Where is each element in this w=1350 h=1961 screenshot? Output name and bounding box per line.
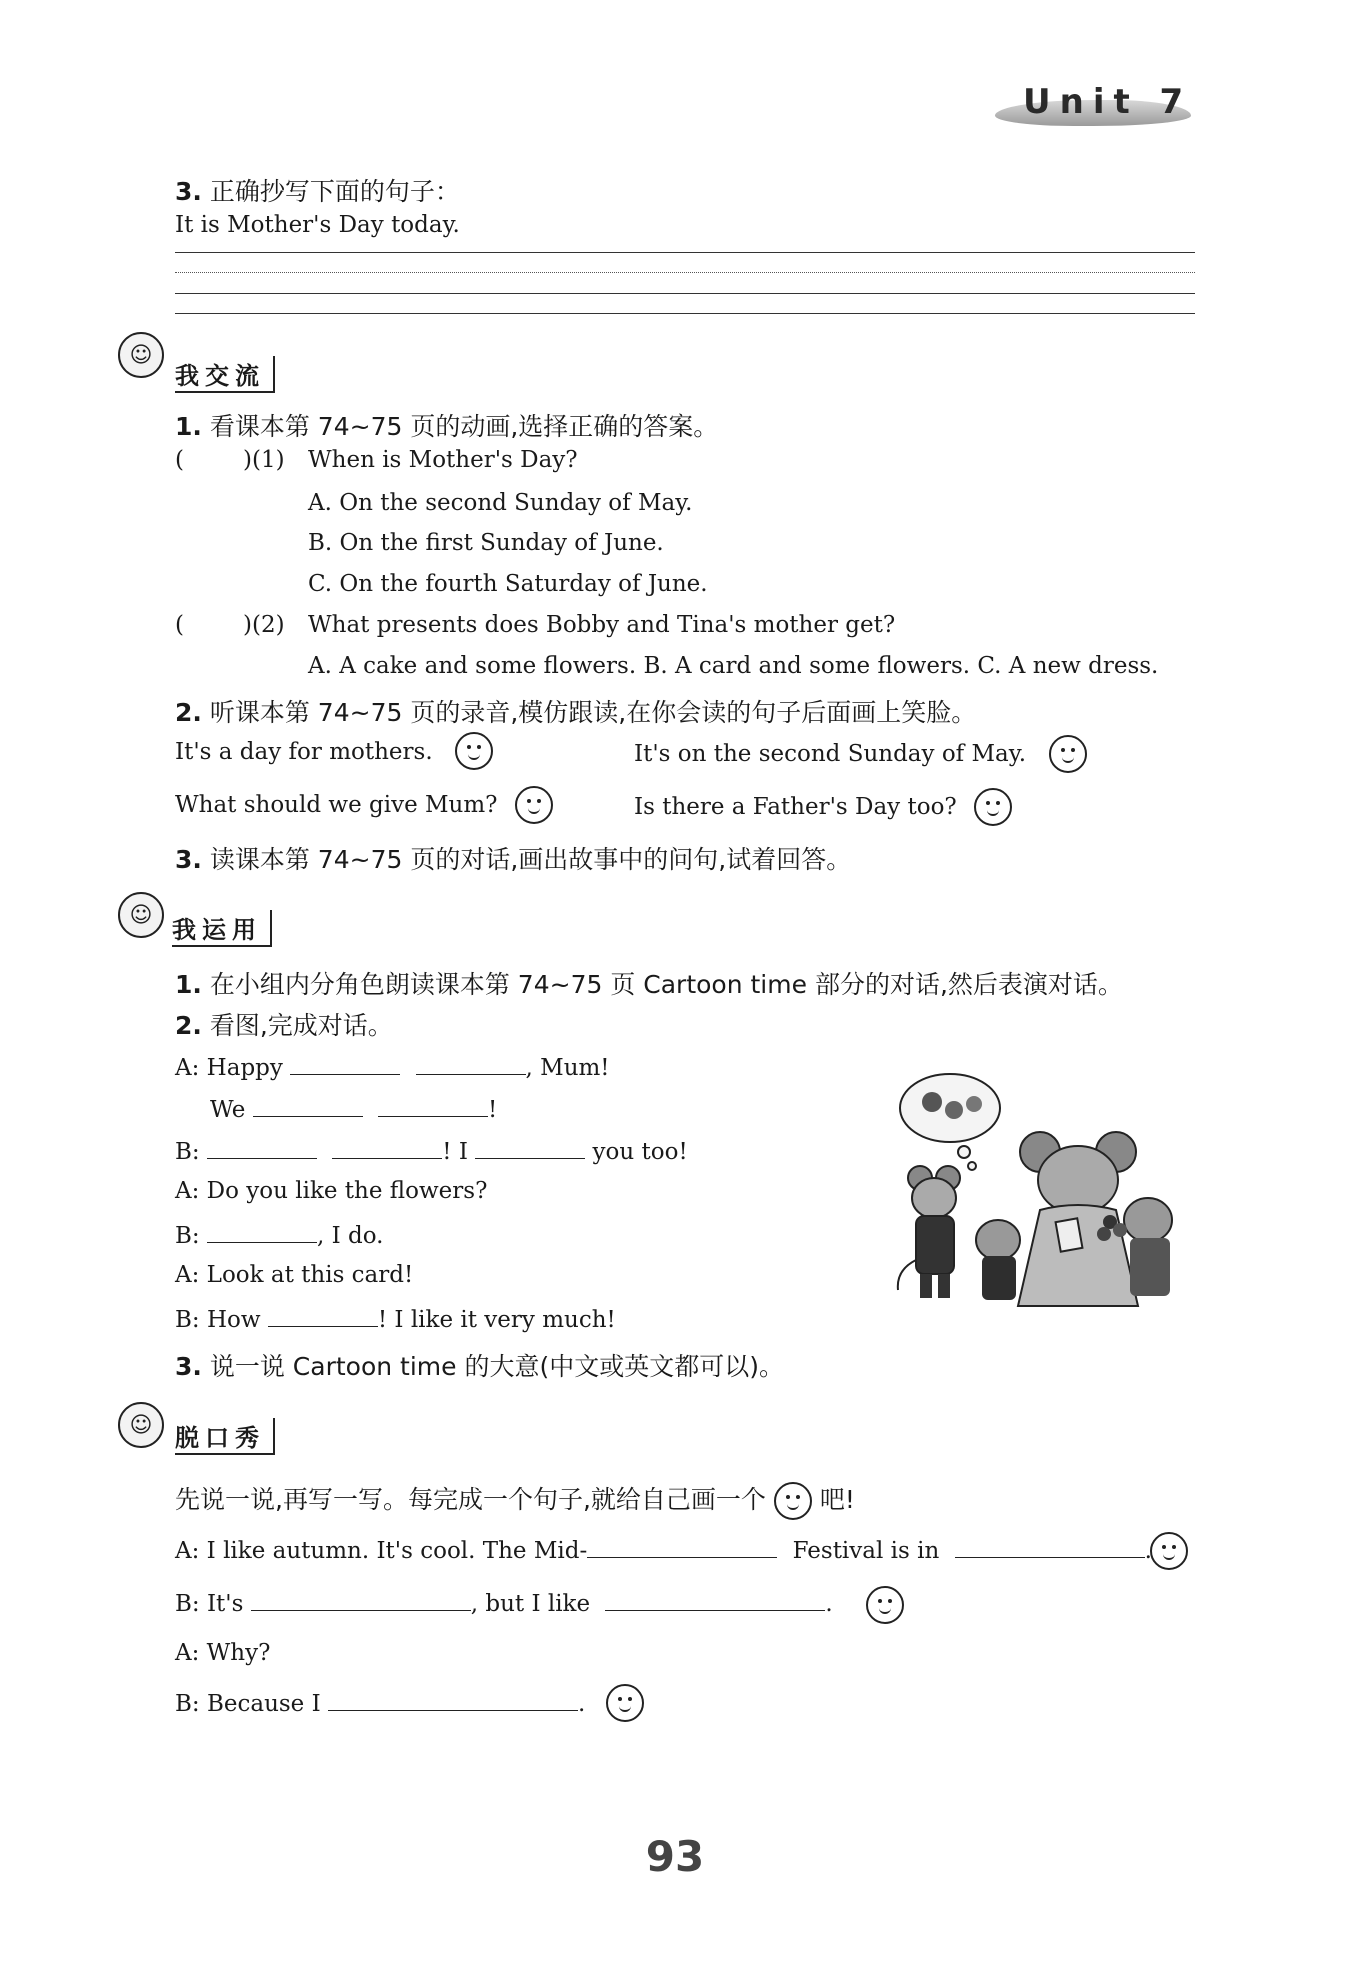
mouse-father-icon	[898, 1166, 960, 1298]
dialog-line	[175, 1304, 616, 1333]
answer-blank[interactable]	[207, 1136, 317, 1159]
option-line: A. A cake and some flowers. B. A card and some flowers. C. A new dress.	[308, 653, 1159, 679]
q1-item-label: )(2)	[243, 612, 285, 638]
dialog-line: A: Do you like the flowers?	[175, 1178, 488, 1204]
q-text: 听课本第 74~75 页的录音,模仿跟读,在你会读的句子后面画上笑脸。	[209, 698, 977, 727]
dialog-text: , Mum!	[525, 1055, 610, 1081]
dialog-line	[175, 1052, 610, 1081]
answer-blank[interactable]	[332, 1136, 442, 1159]
smiley-icon[interactable]	[1150, 1532, 1188, 1570]
copy-task-sentence: It is Mother's Day today.	[175, 212, 460, 238]
exchange-q1	[175, 407, 718, 443]
answer-blank[interactable]	[268, 1304, 378, 1327]
answer-blank[interactable]	[475, 1136, 585, 1159]
read-sentence: It's a day for mothers.	[175, 739, 433, 765]
dialog-text: you too!	[592, 1139, 688, 1165]
unit-label: Unit 7	[1023, 82, 1193, 122]
mice-family-illustration	[890, 1070, 1200, 1310]
q-text: 看课本第 74~75 页的动画,选择正确的答案。	[209, 412, 719, 441]
answer-blank[interactable]	[328, 1688, 578, 1711]
exchange-q2	[175, 693, 976, 729]
writing-line	[175, 252, 1195, 253]
q1-item-question: What presents does Bobby and Tina's mother get?	[308, 612, 896, 638]
dialog-text: , I do.	[316, 1223, 384, 1249]
option: A. On the second Sunday of May.	[308, 490, 693, 516]
dialog-text: B: How	[175, 1307, 261, 1333]
q-number: 1.	[175, 970, 202, 999]
answer-blank[interactable]	[251, 1588, 471, 1611]
option: B. On the first Sunday of June.	[308, 530, 664, 556]
talk-text: Festival is in	[792, 1538, 940, 1564]
thought-bubble-icon	[900, 1074, 1000, 1170]
smiley-icon[interactable]	[606, 1684, 644, 1722]
talk-line	[175, 1688, 585, 1717]
q-number: 1.	[175, 412, 202, 441]
q-text: 说一说 Cartoon time 的大意(中文或英文都可以)。	[209, 1352, 784, 1381]
answer-blank[interactable]	[253, 1094, 363, 1117]
kid-mascot-icon: ☺	[118, 1402, 164, 1448]
talk-text: B: Because I	[175, 1691, 321, 1717]
dialog-text: B:	[175, 1223, 200, 1249]
writing-line	[175, 313, 1195, 314]
talk-text: .	[578, 1691, 586, 1717]
writing-line	[175, 272, 1195, 273]
dialog-text: A: Happy	[175, 1055, 283, 1081]
answer-paren[interactable]: (	[175, 612, 184, 638]
answer-paren[interactable]: (	[175, 447, 184, 473]
answer-blank[interactable]	[605, 1588, 825, 1611]
answer-blank[interactable]	[587, 1535, 777, 1558]
smiley-icon	[774, 1482, 812, 1520]
answer-blank[interactable]	[416, 1052, 526, 1075]
talk-line	[175, 1588, 833, 1617]
card-icon	[1056, 1218, 1083, 1251]
q1-item-label: )(1)	[243, 447, 285, 473]
talk-line	[175, 1535, 1152, 1564]
intro-text: 吧!	[819, 1485, 855, 1514]
smiley-icon[interactable]	[455, 732, 493, 770]
dialog-text: !	[488, 1097, 498, 1123]
kid-mascot-icon: ☺	[118, 332, 164, 378]
copy-task-heading	[175, 172, 460, 208]
dialog-text: We	[210, 1097, 246, 1123]
dialog-line	[210, 1094, 497, 1123]
writing-line	[175, 293, 1195, 294]
exchange-q3	[175, 840, 851, 876]
page-number: 93	[645, 1832, 705, 1881]
use-q1	[175, 965, 1123, 1001]
section-title-talk-show: 脱口秀	[175, 1418, 275, 1455]
q-text: 看图,完成对话。	[209, 1011, 393, 1040]
q-number: 3.	[175, 1352, 202, 1381]
read-sentence: It's on the second Sunday of May.	[634, 741, 1027, 767]
use-q2	[175, 1006, 393, 1042]
talk-text: , but I like	[470, 1591, 591, 1617]
dialog-line: A: Look at this card!	[175, 1262, 414, 1288]
talk-intro	[175, 1480, 855, 1520]
option: C. On the fourth Saturday of June.	[308, 571, 708, 597]
dialog-line	[175, 1136, 688, 1165]
answer-blank[interactable]	[378, 1094, 488, 1117]
talk-text: .	[1144, 1538, 1152, 1564]
dialog-text: B:	[175, 1139, 200, 1165]
q-number: 3.	[175, 845, 202, 874]
smiley-icon[interactable]	[866, 1586, 904, 1624]
unit-banner	[995, 80, 1195, 128]
dialog-text: ! I	[442, 1139, 468, 1165]
dialog-text: ! I like it very much!	[377, 1307, 616, 1333]
answer-blank[interactable]	[955, 1535, 1145, 1558]
talk-text: .	[825, 1591, 833, 1617]
q-text: 读课本第 74~75 页的对话,画出故事中的问句,试着回答。	[209, 845, 852, 874]
answer-blank[interactable]	[290, 1052, 400, 1075]
q-number: 2.	[175, 1011, 202, 1040]
talk-text: A: I like autumn. It's cool. The Mid-	[175, 1538, 588, 1564]
talk-text: B: It's	[175, 1591, 244, 1617]
section-title-use: 我运用	[172, 910, 272, 947]
intro-text: 先说一说,再写一写。每完成一个句子,就给自己画一个	[175, 1485, 766, 1514]
dialog-line	[175, 1220, 383, 1249]
copy-task-number: 3.	[175, 177, 202, 206]
talk-line: A: Why?	[175, 1640, 271, 1666]
section-title-exchange: 我交流	[175, 356, 275, 393]
answer-blank[interactable]	[207, 1220, 317, 1243]
q-number: 2.	[175, 698, 202, 727]
read-sentence: Is there a Father's Day too?	[634, 794, 957, 820]
q-text: 在小组内分角色朗读课本第 74~75 页 Cartoon time 部分的对话,然后表演对话。	[209, 970, 1123, 999]
read-sentence: What should we give Mum?	[175, 792, 498, 818]
copy-task-instruction: 正确抄写下面的句子：	[209, 177, 460, 206]
q1-item-question: When is Mother's Day?	[308, 447, 578, 473]
smiley-icon[interactable]	[974, 788, 1012, 826]
use-q3	[175, 1347, 784, 1383]
smiley-icon[interactable]	[515, 786, 553, 824]
smiley-icon[interactable]	[1049, 735, 1087, 773]
kid-mascot-icon: ☺	[118, 892, 164, 938]
